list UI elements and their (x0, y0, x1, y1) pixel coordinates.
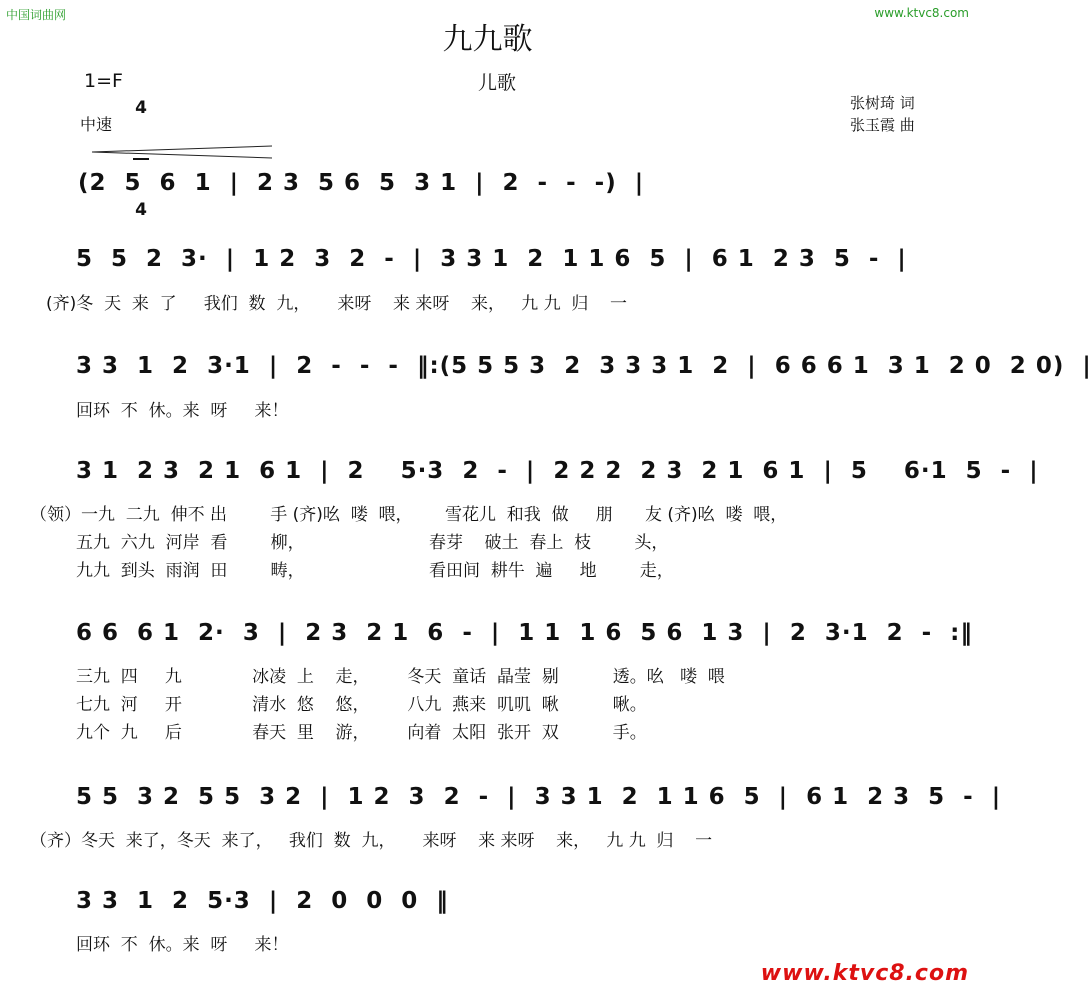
lyricist-credit: 张树琦 词 (850, 94, 915, 112)
system-3-notes: 3 3 1 2 3·1 | 2 - - - ‖:(5 5 5 3 2 3 3 3 1 2 | 6 6 6 1 3 1 2 0 2 0) | (76, 353, 1092, 379)
song-title: 九九歌 (442, 22, 533, 57)
site-name-left: 中国词曲网 (6, 8, 67, 22)
system-7-lyrics: 回环 不 休。来 呀 来！ (76, 935, 289, 955)
system-5-notes: 6 6 6 1 2· 3 | 2 3 2 1 6 - | 1 1 1 6 5 6 1 3 | 2 3·1 2 - :‖ (76, 620, 973, 646)
time-signature-bottom: 4 (135, 200, 147, 220)
system-6-lyrics: （齐）冬天 来了，冬天 来了， 我们 数 九， 来呀 来 来呀 来， 九 九 归 一 (30, 831, 713, 851)
system-5-lyrics-verse-3: 九个 九 后 春天 里 游， 向着 太阳 张开 双 手。 (76, 723, 647, 743)
composer-credit: 张玉霞 曲 (850, 116, 915, 134)
system-5-lyrics-verse-1: 三九 四 九 冰凌 上 走， 冬天 童话 晶莹 剔 透。吆 喽 喂 (76, 667, 725, 687)
system-7-notes: 3 3 1 2 5·3 | 2 0 0 0 ‖ (76, 888, 449, 914)
system-4-notes: 3 1 2 3 2 1 6 1 | 2 5·3 2 - | 2 2 2 2 3 2 1 6 1 | 5 6·1 5 - | (76, 458, 1039, 484)
system-3-lyrics: 回环 不 休。来 呀 来！ (76, 401, 289, 421)
site-url-right: www.ktvc8.com (874, 6, 969, 20)
system-2-notes: 5 5 2 3· | 1 2 3 2 - | 3 3 1 2 1 1 6 5 | 6 1 2 3 5 - | (76, 246, 907, 272)
system-4-lyrics-verse-1: （领）一九 二九 伸不 出 手 (齐)吆 喽 喂， 雪花儿 和我 做 朋 友 (齐)吆 喽 喂， (30, 505, 788, 525)
song-subtitle: 儿歌 (478, 72, 517, 94)
system-6-notes: 5 5 3 2 5 5 3 2 | 1 2 3 2 - | 3 3 1 2 1 1 6 5 | 6 1 2 3 5 - | (76, 784, 1002, 810)
system-5-lyrics-verse-2: 七九 河 开 清水 悠 悠， 八九 燕来 叽叽 啾 啾。 (76, 695, 647, 715)
watermark: www.ktvc8.com (760, 961, 969, 986)
system-1-notes: (2 5 6 1 | 2 3 5 6 5 3 1 | 2 - - -) | (78, 170, 645, 196)
key-signature: 1=F (84, 70, 123, 92)
system-4-lyrics-verse-3: 九九 到头 雨润 田 畴， 看田间 耕牛 遍 地 走， (76, 561, 674, 581)
system-4-lyrics-verse-2: 五九 六九 河岸 看 柳， 春芽 破土 春上 枝 头， (76, 533, 669, 553)
system-2-lyrics: (齐)冬 天 来 了 我们 数 九， 来呀 来 来呀 来， 九 九 归 一 (46, 294, 628, 314)
time-signature-top: 4 (135, 98, 147, 118)
diminuendo-hairpin (90, 144, 275, 160)
tempo-marking: 中速 (80, 115, 113, 134)
